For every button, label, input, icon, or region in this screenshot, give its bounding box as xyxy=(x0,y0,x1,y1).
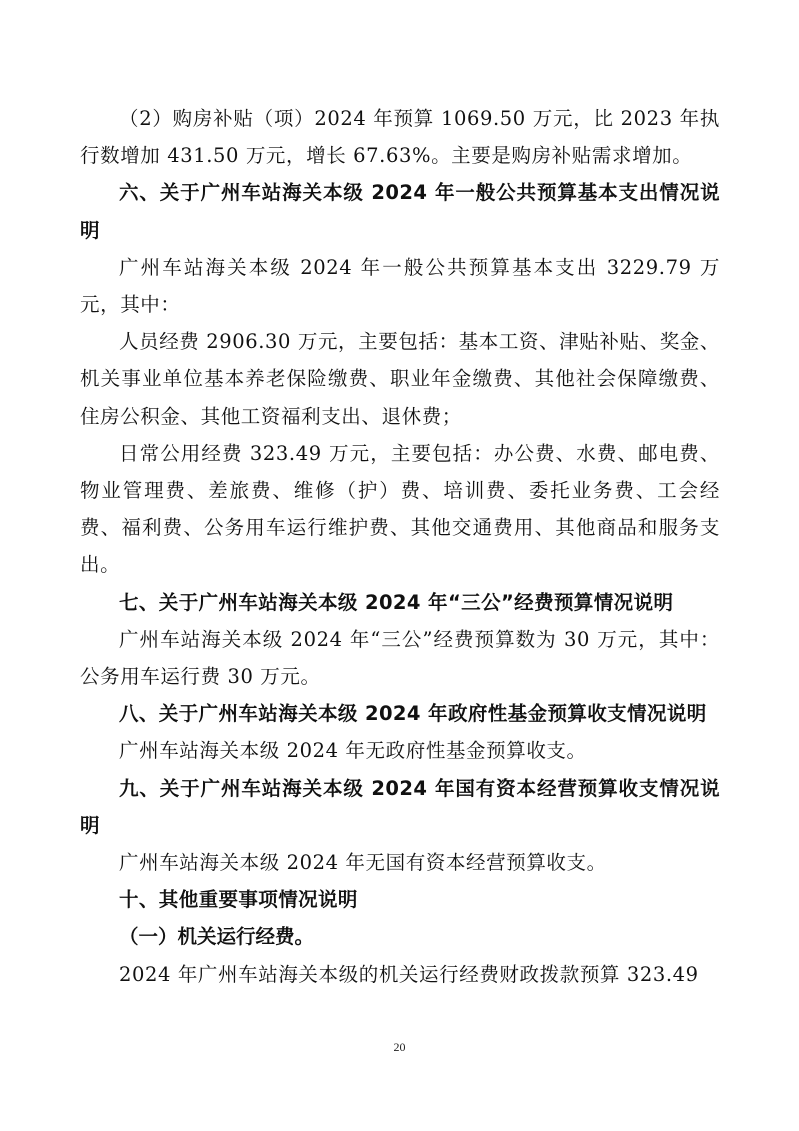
section-9-heading: 九、关于广州车站海关本级 2024 年国有资本经营预算收支情况说明 xyxy=(80,776,720,837)
public-expense-paragraph: 日常公用经费 323.49 万元，主要包括：办公费、水费、邮电费、物业管理费、差旅费、维修（护）费、培训费、委托业务费、工会经费、福利费、公务用车运行维护费、其他交通费用、其他商品和服务支出。 xyxy=(80,441,720,577)
page-number: 20 xyxy=(393,1040,406,1054)
section-7-heading: 七、关于广州车站海关本级 2024 年“三公”经费预算情况说明 xyxy=(119,590,674,614)
operating-cost-subheading: （一）机关运行经费。 xyxy=(119,925,315,949)
personnel-expense-paragraph: 人员经费 2906.30 万元，主要包括：基本工资、津贴补贴、奖金、机关事业单位基本养老保险缴费、职业年金缴费、其他社会保障缴费、住房公积金、其他工资福利支出、退休费； xyxy=(80,330,720,428)
section-8-heading: 八、关于广州车站海关本级 2024 年政府性基金预算收支情况说明 xyxy=(119,702,707,726)
state-capital-paragraph: 广州车站海关本级 2024 年无国有资本经营预算收支。 xyxy=(119,851,607,875)
operating-cost-paragraph: 2024 年广州车站海关本级的机关运行经费财政拨款预算 323.49 xyxy=(119,962,699,986)
basic-expenditure-paragraph: 广州车站海关本级 2024 年一般公共预算基本支出 3229.79 万元，其中： xyxy=(80,255,720,317)
document-page xyxy=(80,100,720,993)
section-6-heading: 六、关于广州车站海关本级 2024 年一般公共预算基本支出情况说明 xyxy=(80,181,720,242)
government-fund-paragraph: 广州车站海关本级 2024 年无政府性基金预算收支。 xyxy=(119,739,587,763)
three-public-paragraph: 广州车站海关本级 2024 年“三公”经费预算数为 30 万元，其中：公务用车运行费 30 万元。 xyxy=(80,627,720,689)
housing-subsidy-paragraph: （2）购房补贴（项）2024 年预算 1069.50 万元，比 2023 年执行数增加 431.50 万元，增长 67.63%。主要是购房补贴需求增加。 xyxy=(80,107,720,168)
section-10-heading: 十、其他重要事项情况说明 xyxy=(119,888,358,912)
